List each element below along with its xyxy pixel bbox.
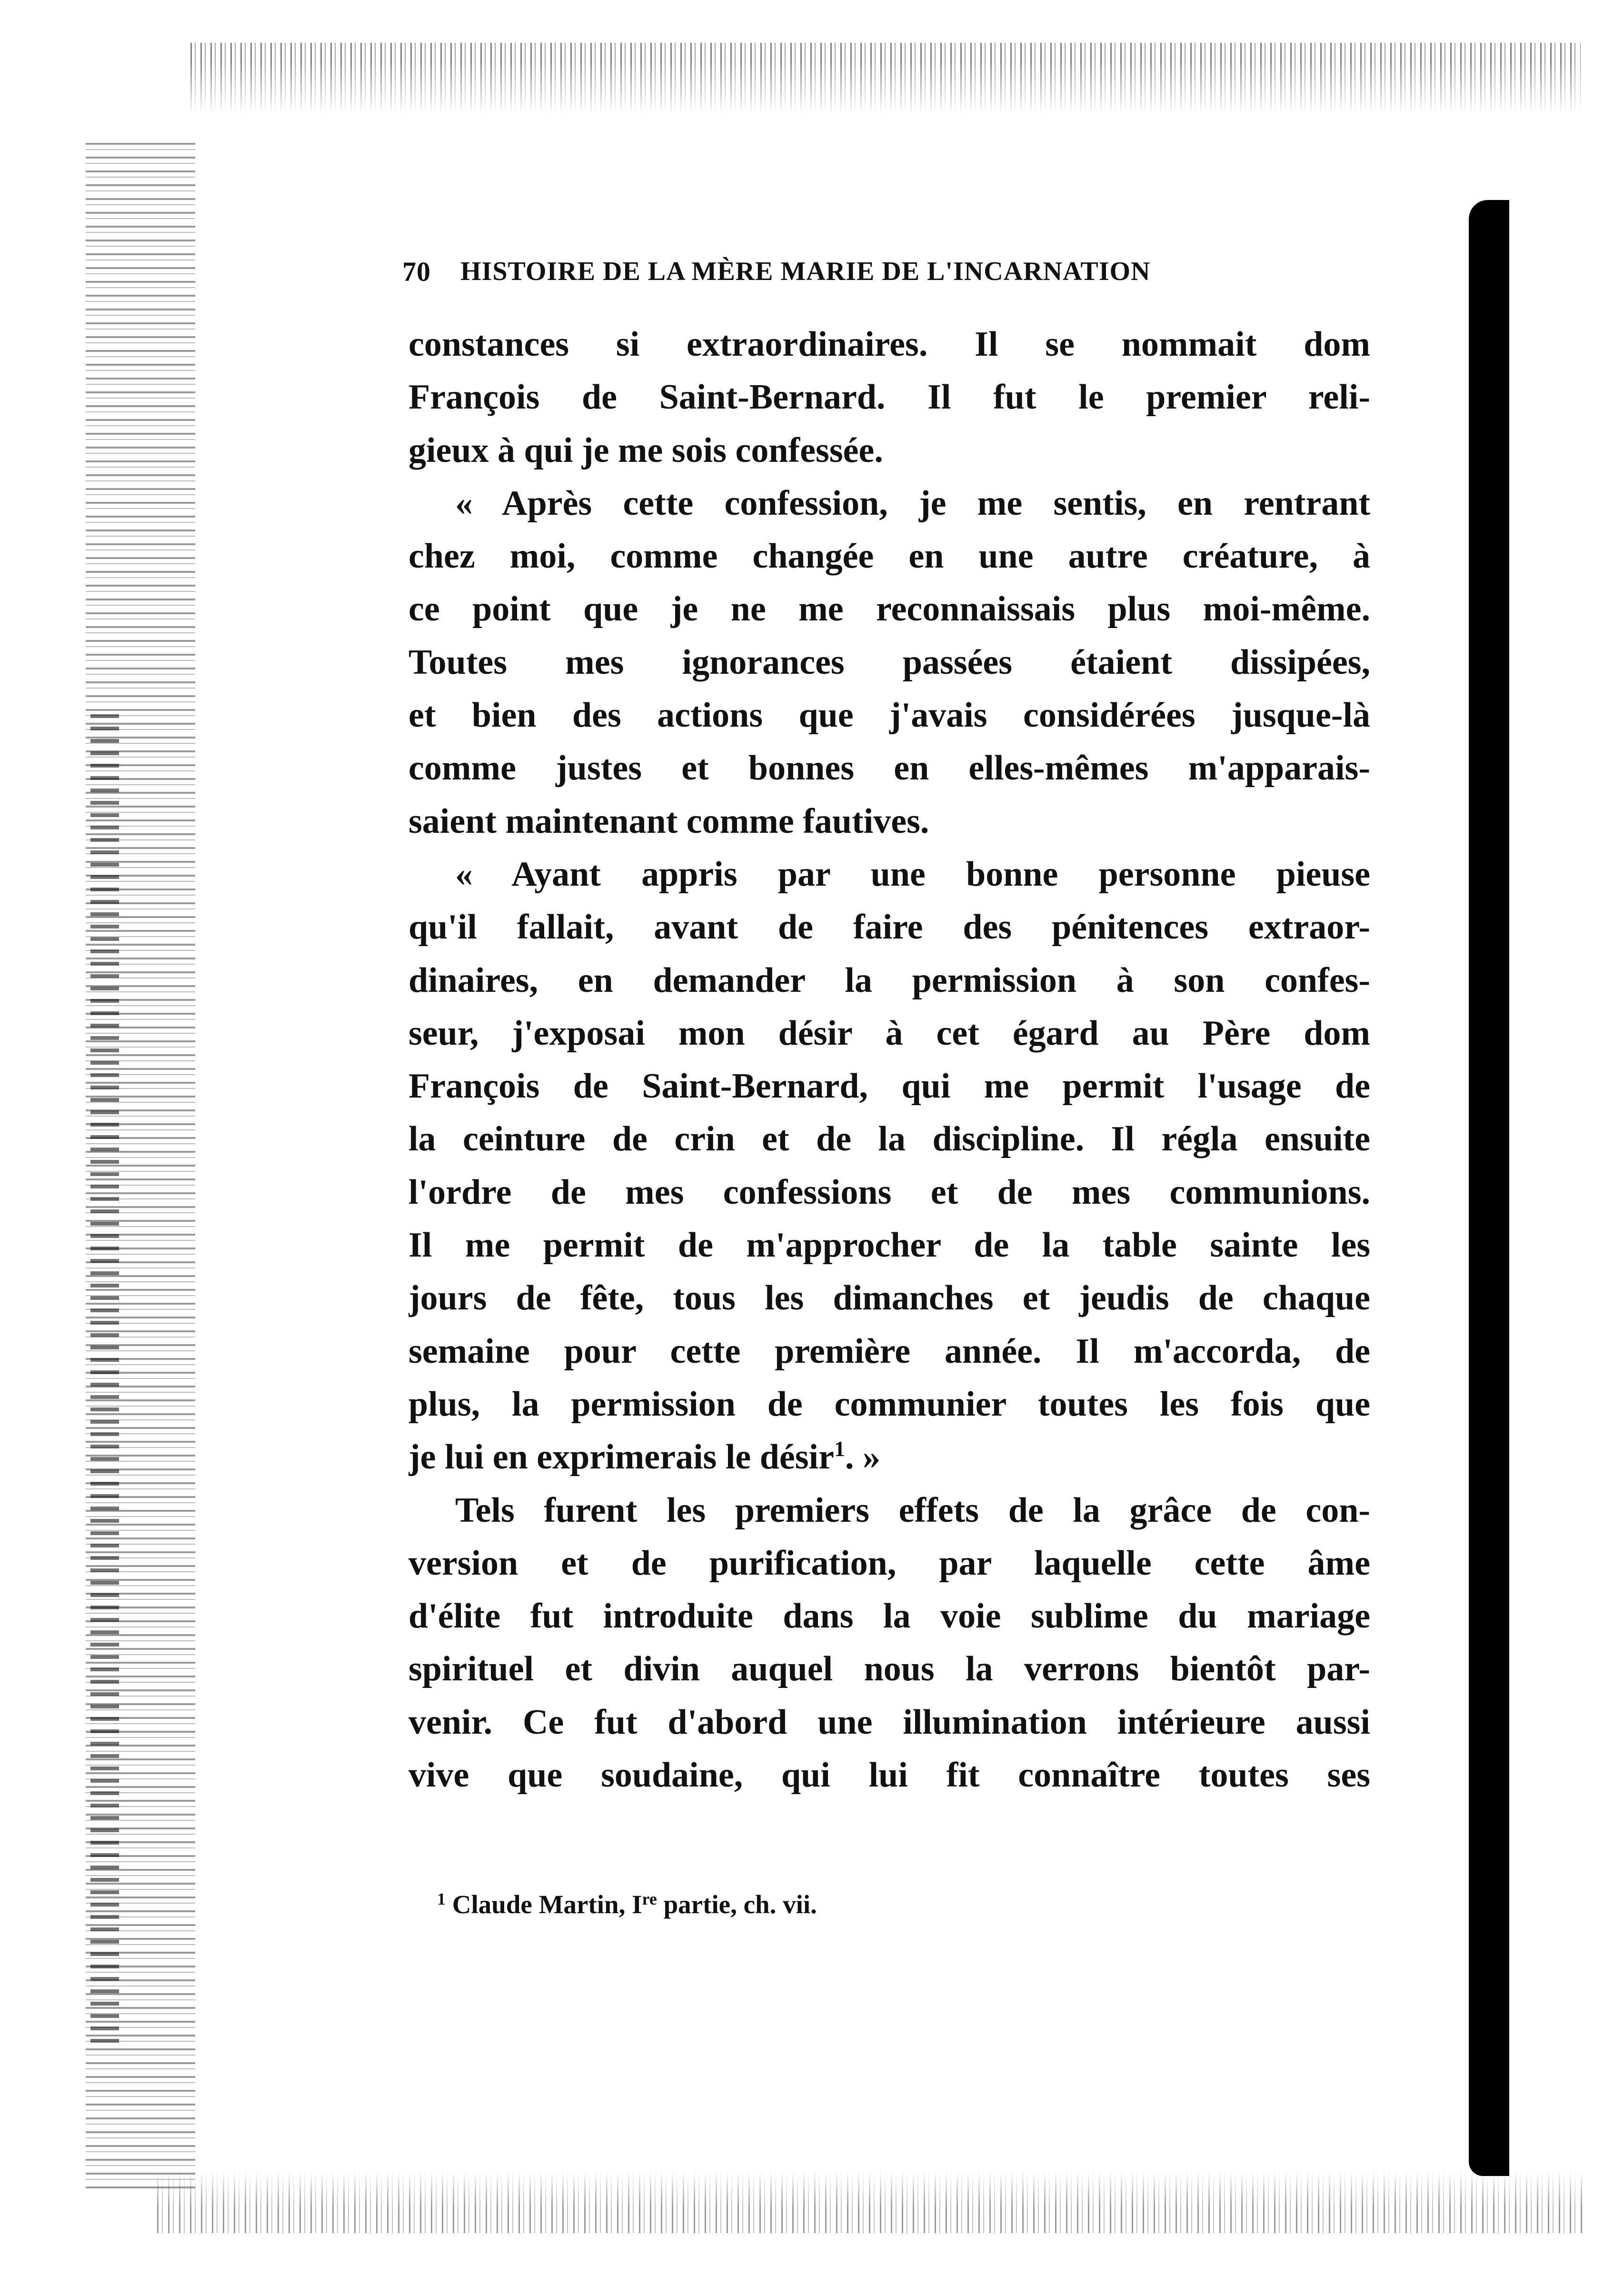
text-line: Tels furent les premiers effets de la grâce de con- [455, 1490, 1370, 1530]
text-line-content: je lui en exprimerais le désir [408, 1437, 834, 1477]
text-line: Il me permit de m'approcher de la table sainte les [408, 1226, 1370, 1265]
text-line: ce point que je ne me reconnaissais plus moi-même. [408, 589, 1370, 629]
text-line: d'élite fut introduite dans la voie sublime du mariage [408, 1597, 1370, 1636]
text-line: gieux à qui je me sois confessée. [408, 430, 883, 470]
text-line: venir. Ce fut d'abord une illumination intérieure aussi [408, 1702, 1370, 1742]
text-line: comme justes et bonnes en elles-mêmes m'apparais- [408, 749, 1370, 788]
text-line: François de Saint-Bernard. Il fut le premier reli- [408, 378, 1370, 417]
text-line: spirituel et divin auquel nous la verrons bientôt par- [408, 1649, 1370, 1689]
text-line: « Ayant appris par une bonne personne pieuse [455, 854, 1370, 894]
binding-shadow-edge [1469, 200, 1509, 2176]
scan-noise-left-bars [90, 714, 119, 2047]
text-line: et bien des actions que j'avais considérées jusque-là [408, 696, 1370, 735]
text-line: François de Saint-Bernard, qui me permit l'usage de [408, 1067, 1370, 1106]
text-line: Toutes mes ignorances passées étaient dissipées, [408, 642, 1370, 682]
text-line: qu'il fallait, avant de faire des pénitences extraor- [408, 908, 1370, 947]
text-line: plus, la permission de communier toutes les fois que [408, 1384, 1370, 1424]
text-line: jours de fête, tous les dimanches et jeudis de chaque [408, 1278, 1370, 1318]
footnote-text: Claude Martin, I [452, 1890, 642, 1919]
footnote [437, 1883, 817, 1926]
text-line: constances si extraordinaires. Il se nommait dom [408, 325, 1370, 364]
scan-noise-bottom [157, 2171, 1585, 2233]
text-line: dinaires, en demander la permission à son confes- [408, 960, 1370, 1000]
text-line-tail: . » [845, 1437, 880, 1477]
footnote-superscript: re [642, 1889, 657, 1908]
scan-noise-top [190, 43, 1581, 114]
footnote-reference: 1 [834, 1437, 845, 1461]
text-line: saient maintenant comme fautives. [408, 801, 929, 841]
text-line: chez moi, comme changée en une autre créature, à [408, 537, 1370, 576]
footnote-marker: 1 [437, 1889, 446, 1908]
text-line: la ceinture de crin et de la discipline. Il régla ensuite [408, 1119, 1370, 1159]
running-title: HISTOIRE DE LA MÈRE MARIE DE L'INCARNATION [460, 257, 1151, 286]
text-line-with-footnote-ref [408, 1431, 1370, 1484]
text-line: l'ordre de mes confessions et de mes communions. [408, 1172, 1370, 1212]
running-head [402, 248, 1369, 295]
text-line: « Après cette confession, je me sentis, en rentrant [455, 483, 1370, 523]
text-line: version et de purification, par laquelle cette âme [408, 1543, 1370, 1583]
body-text [408, 318, 1370, 1802]
text-line: vive que soudaine, qui lui fit connaître toutes ses [408, 1756, 1370, 1795]
footnote-tail: partie, ch. vii. [657, 1890, 817, 1919]
text-line: seur, j'exposai mon désir à cet égard au Père dom [408, 1013, 1370, 1053]
text-line: semaine pour cette première année. Il m'accorda, de [408, 1331, 1370, 1371]
page-number: 70 [402, 256, 431, 287]
